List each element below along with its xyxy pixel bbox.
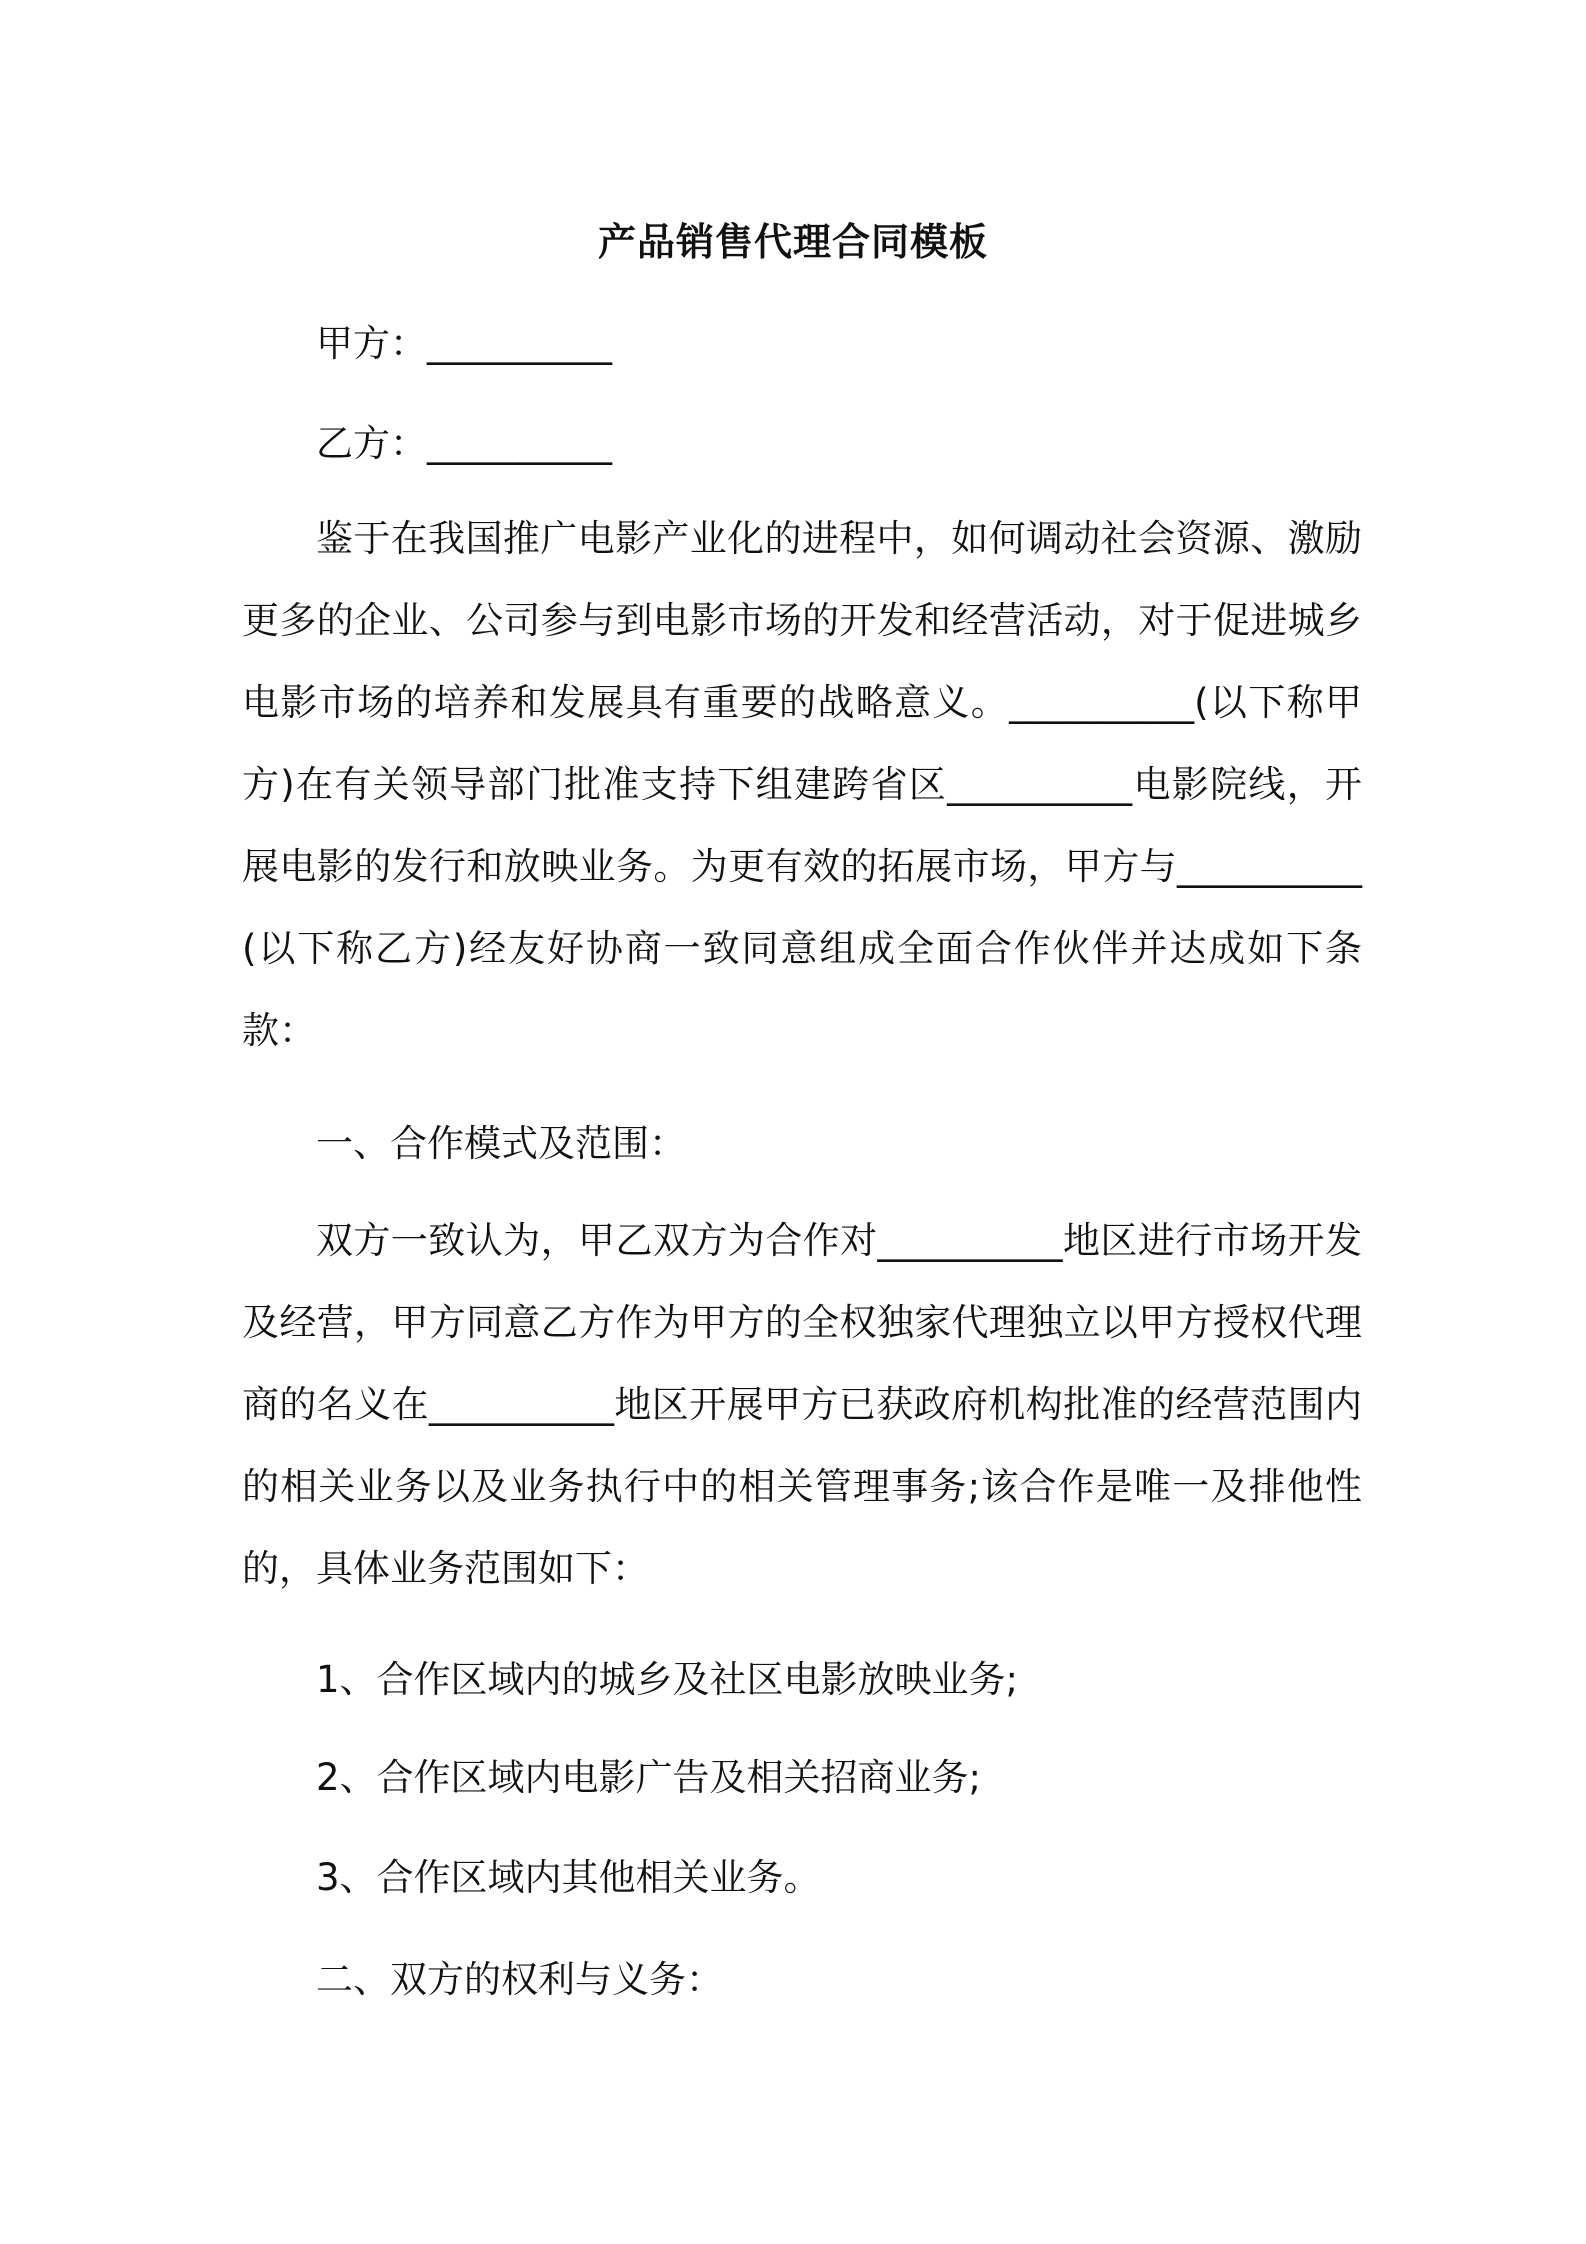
section-1-heading: 一、合作模式及范围： — [316, 1122, 686, 1165]
list-item-1: 1、合作区域内的城乡及社区电影放映业务; — [316, 1658, 1019, 1701]
preamble-paragraph: 鉴于在我国推广电影产业化的进程中，如何调动社会资源、激励更多的企业、公司参与到电影市场的开发和经营活动，对于促进城乡电影市场的培养和发展具有重要的战略意义。__________(以下称甲方)在有关领导部门批准支持下组建跨省区__________电影院线，开展电影的发行和放映业务。为更有效的拓展市场，甲方与__________(以下称乙方)经友好协商一致同意组成全面合作伙伴并达成如下条款： — [242, 517, 1362, 1052]
section-1-paragraph: 双方一致认为，甲乙双方为合作对__________地区进行市场开发及经营，甲方同意乙方作为甲方的全权独家代理独立以甲方授权代理商的名义在__________地区开展甲方已获政府机构批准的经营范围内的相关业务以及业务执行中的相关管理事务;该合作是唯一及排他性的，具体业务范围如下： — [242, 1219, 1362, 1590]
party-b-line: 乙方：__________ — [316, 422, 612, 465]
section-2-heading: 二、双方的权利与义务： — [316, 1958, 723, 2001]
list-item-3: 3、合作区域内其他相关业务。 — [316, 1856, 821, 1899]
document-title: 产品销售代理合同模板 — [597, 220, 988, 264]
party-a-line: 甲方：__________ — [316, 322, 612, 365]
list-item-2: 2、合作区域内电影广告及相关招商业务; — [316, 1756, 982, 1799]
